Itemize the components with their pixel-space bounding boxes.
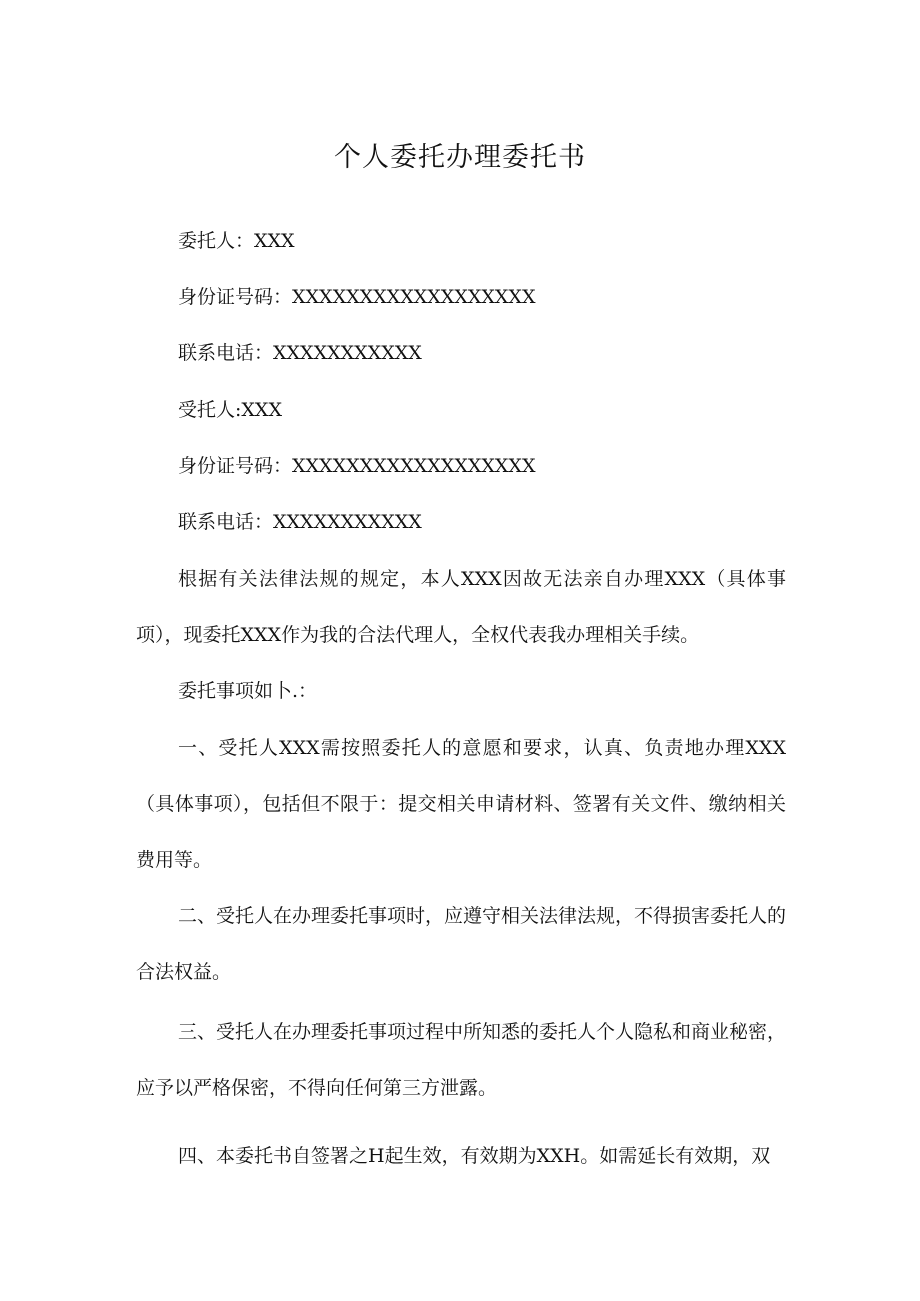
agent-id-line: 身份证号码：XXXXXXXXXXXXXXXXXX: [178, 455, 536, 477]
principal-id-line: 身份证号码：XXXXXXXXXXXXXXXXXX: [178, 286, 536, 308]
intro-paragraph: 根据有关法律法规的规定，本人XXX因故无法亲自办理XXX（具体事项），现委托XXX作为我的合法代理人，全权代表我办理相关手续。: [136, 568, 786, 646]
agent-name-line: 受托人:XXX: [178, 399, 282, 421]
clause-four: 四、本委托书自签署之H起生效，有效期为XXH。如需延长有效期，双: [178, 1145, 771, 1167]
matters-heading: 委托事项如卜.：: [178, 680, 318, 702]
principal-phone-line: 联系电话：XXXXXXXXXXX: [178, 342, 422, 364]
clause-one: 一、受托人XXX需按照委托人的意愿和要求，认真、负责地办理XXX（具体事项），包括但不限于：提交相关申请材料、签署有关文件、缴纳相关费用等。: [136, 737, 786, 871]
agent-phone-line: 联系电话：XXXXXXXXXXX: [178, 511, 422, 533]
clause-three: 三、受托人在办理委托事项过程中所知悉的委托人个人隐私和商业秘密，应予以严格保密，不得向任何第三方泄露。: [136, 1021, 787, 1099]
document-title: 个人委托办理委托书: [334, 142, 586, 173]
clause-two: 二、受托人在办理委托事项时，应遵守相关法律法规，不得损害委托人的合法权益。: [136, 905, 787, 983]
principal-name-line: 委托人：XXX: [178, 230, 295, 252]
